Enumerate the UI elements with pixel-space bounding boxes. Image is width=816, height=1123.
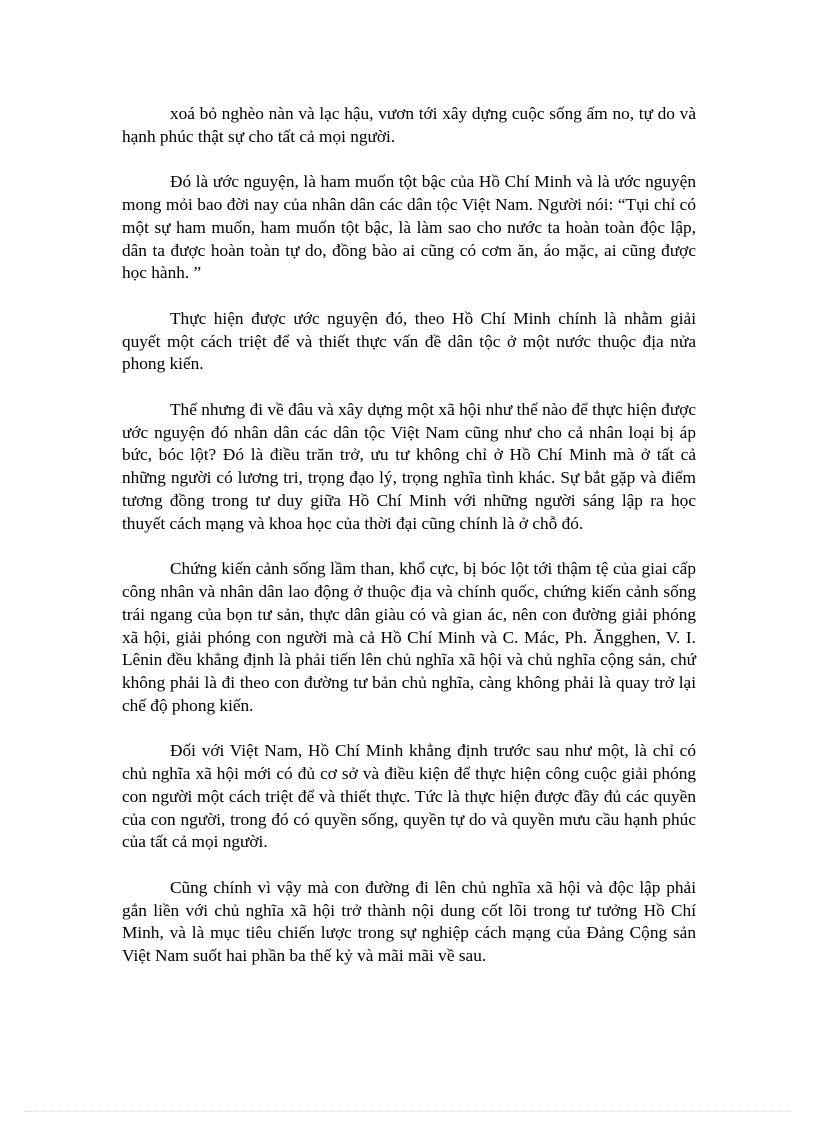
paragraph-5: Chứng kiến cảnh sống lầm than, khổ cực, bị bóc lột tới thậm tệ của giai cấp công nhân và nhân dân lao động ở thuộc địa và chính quốc, chứng kiến cảnh sống trái ngang của bọn tư sản, thực dân giàu có và gian ác, nên con đường giải phóng xã hội, giải phóng con người mà cả Hồ Chí Minh và C. Mác, Ph. Ăngghen, V. I. Lênin đều khẳng định là phải tiến lên chủ nghĩa xã hội và chủ nghĩa cộng sản, chứ không phải là đi theo con đường tư bản chủ nghĩa, càng không phải là quay trở lại chế độ phong kiến. bbox=[122, 559, 696, 715]
paragraph-2: Đó là ước nguyện, là ham muốn tột bậc của Hồ Chí Minh và là ước nguyện mong mỏi bao đời nay của nhân dân các dân tộc Việt Nam. Người nói: “Tụi chỉ có một sự ham muốn, ham muốn tột bậc, là làm sao cho nước ta hoàn toàn độc lập, dân ta được hoàn toàn tự do, đồng bào ai cũng có cơm ăn, áo mặc, ai cũng được học hành. ” bbox=[122, 172, 696, 283]
paragraph-3: Thực hiện được ước nguyện đó, theo Hồ Chí Minh chính là nhằm giải quyết một cách triệt để và thiết thực vấn đề dân tộc ở một nước thuộc địa nửa phong kiến. bbox=[122, 308, 696, 374]
document-body bbox=[122, 103, 696, 991]
page-bottom-rule bbox=[24, 1111, 792, 1112]
paragraph-7: Cũng chính vì vậy mà con đường đi lên chủ nghĩa xã hội và độc lập phải gắn liền với chủ nghĩa xã hội trở thành nội dung cốt lõi trong tư tưởng Hồ Chí Minh, và là mục tiêu chiến lược trong sự nghiệp cách mạng của Đảng Cộng sản Việt Nam suốt hai phần ba thế kỷ và mãi mãi về sau. bbox=[122, 877, 696, 966]
paragraph-6: Đối với Việt Nam, Hồ Chí Minh khẳng định trước sau như một, là chỉ có chủ nghĩa xã hội mới có đủ cơ sở và điều kiện để thực hiện công cuộc giải phóng con người một cách triệt để và thiết thực. Tức là thực hiện được đầy đủ các quyền của con người, trong đó có quyền sống, quyền tự do và quyền mưu cầu hạnh phúc của tất cả mọi người. bbox=[122, 741, 696, 852]
paragraph-4: Thế nhưng đi về đâu và xây dựng một xã hội như thế nào để thực hiện được ước nguyện đó nhân dân các dân tộc Việt Nam cũng như cho cả nhân loại bị áp bức, bóc lột? Đó là điều trăn trở, ưu tư không chỉ ở Hồ Chí Minh mà ở tất cả những người có lương tri, trọng đạo lý, trọng nghĩa tình khác. Sự bắt gặp và điểm tương đồng trong tư duy giữa Hồ Chí Minh với những người sáng lập ra học thuyết cách mạng và khoa học của thời đại cũng chính là ở chỗ đó. bbox=[122, 399, 696, 533]
paragraph-1: xoá bỏ nghèo nàn và lạc hậu, vươn tới xây dựng cuộc sống ấm no, tự do và hạnh phúc thật sự cho tất cả mọi người. bbox=[122, 104, 696, 146]
